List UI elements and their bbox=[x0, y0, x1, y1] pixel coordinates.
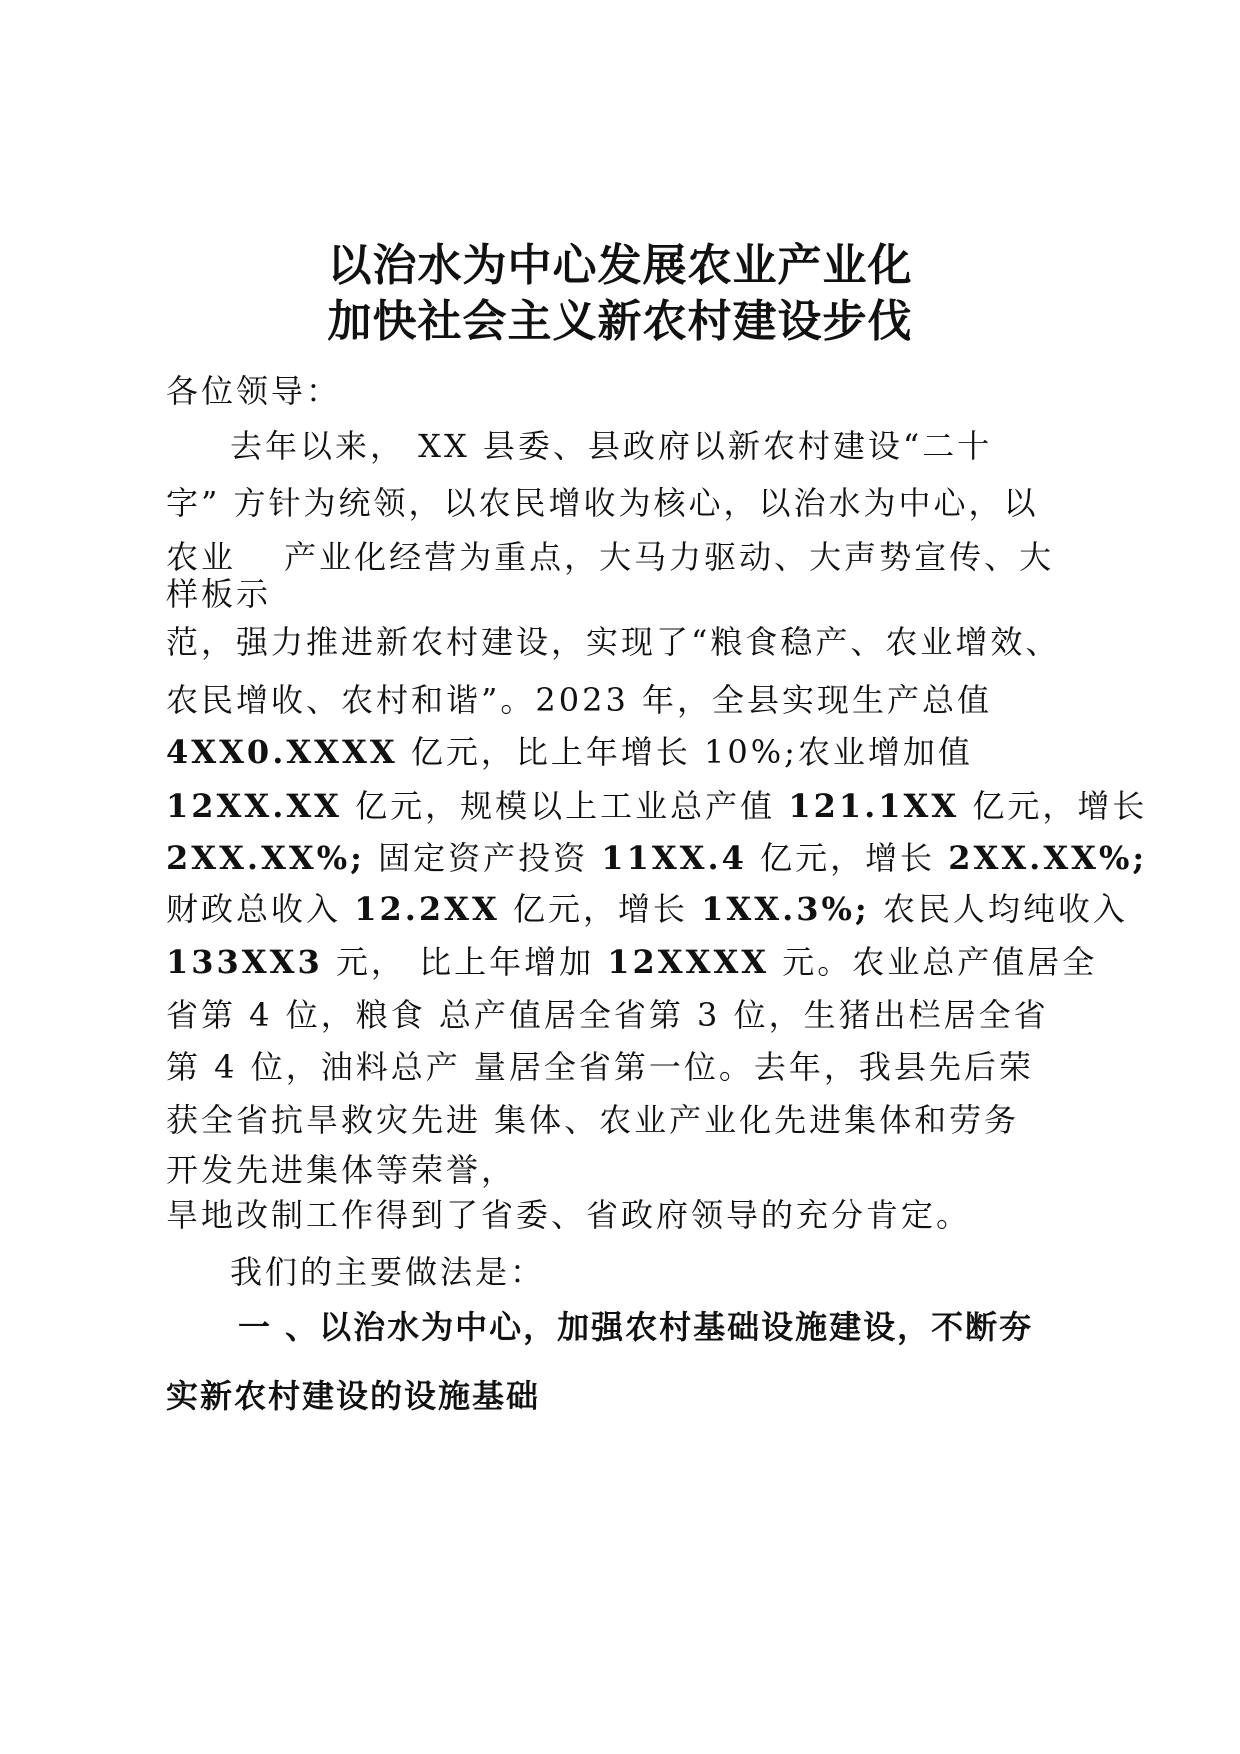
investment-growth-text: 亿元，增长 bbox=[746, 839, 949, 877]
investment-value: 11XX.4 bbox=[601, 839, 747, 877]
income-value: 133XX3 bbox=[166, 943, 323, 981]
industry-text: 亿元，增长 bbox=[959, 787, 1148, 825]
industry-growth: 2XX.XX%; bbox=[166, 839, 365, 877]
paragraph-line-6: 农民增收、农村和谐”。2023 年，全县实现生产总值 bbox=[166, 681, 992, 719]
paragraph-line-3: 农业 产业化经营为重点，大马力驱动、大声势宣传、大 bbox=[166, 538, 1055, 576]
paragraph-line-11 bbox=[166, 940, 1106, 984]
industry-value: 121.1XX bbox=[788, 787, 960, 825]
paragraph-line-17: 我们的主要做法是： bbox=[230, 1253, 546, 1291]
income-text: 农民人均纯收入 bbox=[869, 890, 1128, 928]
income-increase: 12XXXX bbox=[607, 943, 770, 981]
paragraph-line-13: 第 4 位，油料总产 量居全省第一位。去年，我县先后荣 bbox=[166, 1048, 1034, 1086]
salutation: 各位领导： bbox=[166, 372, 342, 410]
paragraph-line-7 bbox=[166, 730, 1106, 774]
title-line-1: 以治水为中心发展农业产业化 bbox=[327, 240, 913, 291]
paragraph-line-8 bbox=[166, 784, 1148, 828]
paragraph-line-14: 获全省抗旱救灾先进 集体、农业产业化先进集体和劳务 bbox=[166, 1101, 1020, 1139]
paragraph-line-16: 旱地改制工作得到了省委、省政府领导的充分肯定。 bbox=[166, 1196, 972, 1234]
income-growth-text: 元， 比上年增加 bbox=[322, 943, 608, 981]
paragraph-line-9 bbox=[166, 836, 1148, 880]
paragraph-line-2: 字” 方针为统领，以农民增收为核心，以治水为中心，以 bbox=[166, 484, 1039, 522]
paragraph-line-15: 开发先进集体等荣誉， bbox=[166, 1151, 517, 1189]
paragraph-line-5: 范，强力推进新农村建设，实现了“粮食稳产、农业增效、 bbox=[166, 623, 1061, 661]
agri-value: 12XX.XX bbox=[166, 787, 342, 825]
agri-text: 亿元，规模以上工业总产值 bbox=[341, 787, 789, 825]
paragraph-line-12: 省第 4 位，粮食 总产值居全省第 3 位，生猪出栏居全省 bbox=[166, 996, 1049, 1034]
revenue-value: 12.2XX bbox=[354, 890, 500, 928]
document-title bbox=[0, 238, 1240, 350]
paragraph-line-4: 样板示 bbox=[166, 575, 272, 613]
paragraph-line-10 bbox=[166, 887, 1128, 931]
gdp-value: 4XX0.XXXX bbox=[166, 733, 398, 771]
revenue-text: 财政总收入 bbox=[166, 890, 355, 928]
investment-growth: 2XX.XX%; bbox=[948, 839, 1148, 877]
revenue-growth-text: 亿元，增长 bbox=[499, 890, 702, 928]
section-heading-line-2: 实新农村建设的设施基础 bbox=[166, 1377, 541, 1415]
ranking-text: 元。农业总产值居全 bbox=[769, 943, 1098, 981]
gdp-text: 亿元，比上年增长 10%;农业增加值 bbox=[397, 733, 973, 771]
title-line-2: 加快社会主义新农村建设步伐 bbox=[327, 296, 913, 347]
section-heading-line-1: 一 、以治水为中心，加强农村基础设施建设，不断夯 bbox=[238, 1308, 1034, 1346]
revenue-growth: 1XX.3%; bbox=[701, 890, 870, 928]
investment-text: 固定资产投资 bbox=[364, 839, 602, 877]
paragraph-line-1: 去年以来， XX 县委、县政府以新农村建设“二十 bbox=[230, 427, 993, 465]
